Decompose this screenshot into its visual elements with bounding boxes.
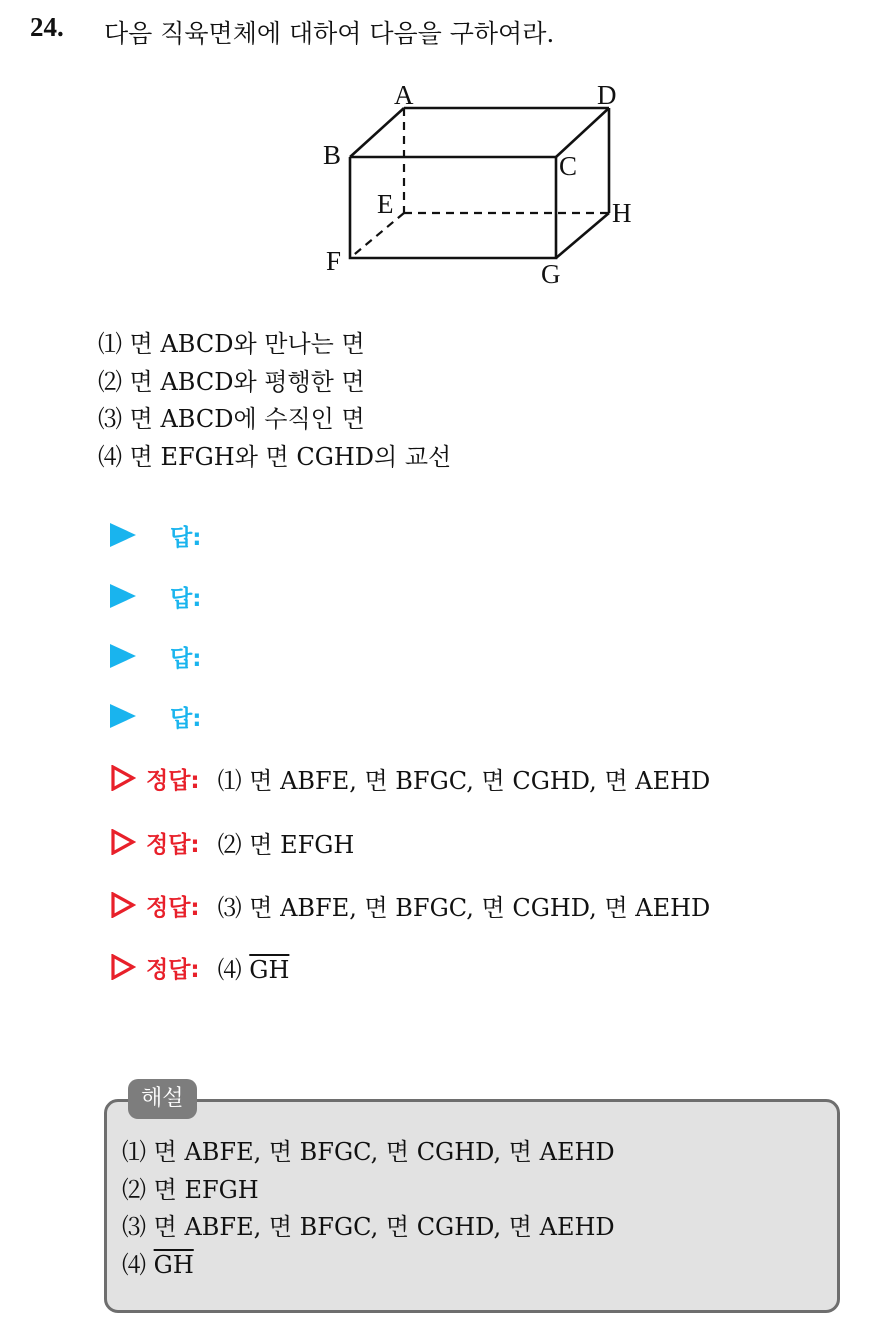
vertex-label-a: A [394, 80, 414, 110]
answer-key-row [110, 885, 710, 925]
vertex-label-e: E [377, 189, 394, 219]
sub-question-list [98, 326, 451, 476]
edge-ef [350, 213, 404, 258]
question-text: 다음 직육면체에 대하여 다음을 구하여라. [104, 19, 555, 48]
answer-key-row [110, 758, 710, 798]
explanation-line: ⑵ 면 EFGH [122, 1175, 259, 1204]
answer-key-text: ⑷ $\overline{GH}$ [217, 955, 290, 984]
sub-question: ⑴ 면 ABCD와 만나는 면 [98, 330, 365, 358]
outline-triangle-icon [110, 829, 136, 855]
outline-triangle-icon [110, 892, 136, 918]
answer-key-row [110, 947, 289, 987]
answer-label: 답: [170, 705, 202, 732]
vertex-label-c: C [559, 151, 578, 181]
answer-key-label: 정답: [146, 767, 200, 794]
play-arrow-icon [110, 644, 136, 668]
answer-key-row [110, 822, 354, 862]
answer-label: 답: [170, 585, 202, 612]
edge-gh [556, 213, 609, 258]
vertex-label-b: B [323, 140, 342, 170]
vertex-label-d: D [597, 80, 617, 110]
vertex-label-h: H [612, 198, 632, 228]
sub-question: ⑷ 면 EFGH와 면 CGHD의 교선 [98, 442, 452, 471]
answer-key-text: ⑴ 면 ABFE, 면 BFGC, 면 CGHD, 면 AEHD [217, 766, 711, 795]
outline-triangle-icon [110, 954, 136, 980]
answer-key-label: 정답: [146, 831, 200, 858]
explanation-line: ⑷ $\overline{GH}$ [122, 1250, 194, 1279]
play-arrow-icon [110, 523, 136, 547]
vertex-label-f: F [326, 246, 342, 276]
edge-cd [556, 108, 609, 157]
answer-label: 답: [170, 524, 202, 551]
explanation-line: ⑴ 면 ABFE, 면 BFGC, 면 CGHD, 면 AEHD [122, 1138, 615, 1166]
play-arrow-icon [110, 704, 136, 728]
question-number: 24. [30, 12, 64, 42]
answer-field[interactable] [110, 696, 201, 736]
answer-field[interactable] [110, 636, 201, 676]
explanation-lines [122, 1134, 615, 1284]
answer-label: 답: [170, 645, 202, 672]
vertex-label-g: G [541, 259, 561, 289]
sub-question: ⑶ 면 ABCD에 수직인 면 [98, 405, 365, 433]
answer-field[interactable] [110, 515, 201, 555]
explanation-tag: 해설 [128, 1079, 197, 1119]
play-arrow-icon [110, 584, 136, 608]
explanation-line: ⑶ 면 ABFE, 면 BFGC, 면 CGHD, 면 AEHD [122, 1213, 615, 1241]
answer-key-text: ⑵ 면 EFGH [217, 830, 355, 859]
sub-question: ⑵ 면 ABCD와 평행한 면 [98, 367, 365, 396]
answer-key-text: ⑶ 면 ABFE, 면 BFGC, 면 CGHD, 면 AEHD [217, 893, 711, 922]
answer-field[interactable] [110, 576, 201, 616]
outline-triangle-icon [110, 765, 136, 791]
answer-key-label: 정답: [146, 956, 200, 983]
answer-key-label: 정답: [146, 894, 200, 921]
edge-ba [350, 108, 404, 157]
cuboid-figure [318, 78, 648, 290]
